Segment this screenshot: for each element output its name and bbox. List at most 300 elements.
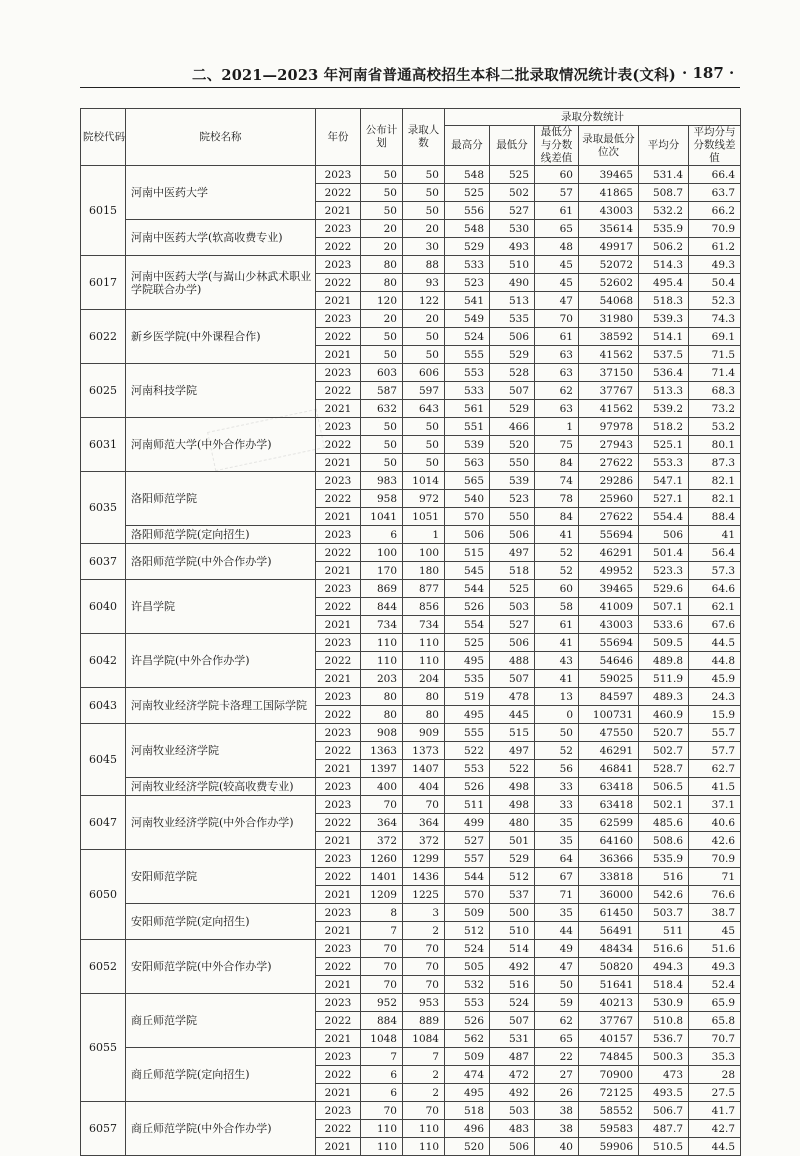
avg-diff-cell: 74.3 [689,310,741,328]
avg-diff-cell: 70.9 [689,220,741,238]
max-score-cell: 495 [445,706,490,724]
avg-score-cell: 502.7 [639,742,689,760]
min-score-cell: 501 [490,832,535,850]
avg-score-cell: 514.3 [639,256,689,274]
rank-cell: 54068 [579,292,639,310]
rank-cell: 41562 [579,346,639,364]
min-diff-cell: 41 [535,670,579,688]
program-name: 洛阳师范学院(中外合作办学) [126,544,316,580]
table-body [81,166,741,1156]
institution-code: 6050 [81,850,126,940]
max-score-cell: 533 [445,256,490,274]
plan-cell: 80 [361,256,403,274]
max-score-cell: 526 [445,778,490,796]
rank-cell: 35614 [579,220,639,238]
plan-cell: 1041 [361,508,403,526]
rank-cell: 97978 [579,418,639,436]
min-diff-cell: 22 [535,1048,579,1066]
program-name: 安阳师范学院(定向招生) [126,904,316,940]
year-cell: 2022 [316,184,361,202]
avg-score-cell: 539.2 [639,400,689,418]
avg-score-cell: 535.9 [639,220,689,238]
avg-score-cell: 531.4 [639,166,689,184]
table-row [81,472,741,490]
plan-cell: 869 [361,580,403,598]
admitted-cell: 1 [403,526,445,544]
avg-diff-cell: 41.7 [689,1102,741,1120]
year-cell: 2022 [316,328,361,346]
min-score-cell: 502 [490,184,535,202]
max-score-cell: 570 [445,508,490,526]
min-score-cell: 527 [490,202,535,220]
admitted-cell: 1436 [403,868,445,886]
admitted-cell: 70 [403,976,445,994]
min-diff-cell: 1 [535,418,579,436]
min-score-cell: 530 [490,220,535,238]
plan-cell: 100 [361,544,403,562]
plan-cell: 80 [361,274,403,292]
year-cell: 2021 [316,454,361,472]
min-diff-cell: 47 [535,958,579,976]
rank-cell: 38592 [579,328,639,346]
admitted-cell: 404 [403,778,445,796]
max-score-cell: 527 [445,832,490,850]
admitted-cell: 80 [403,688,445,706]
rank-cell: 58552 [579,1102,639,1120]
min-score-cell: 513 [490,292,535,310]
min-score-cell: 507 [490,382,535,400]
avg-diff-cell: 15.9 [689,706,741,724]
col-rank: 录取最低分位次 [579,126,639,166]
rank-cell: 61450 [579,904,639,922]
avg-score-cell: 460.9 [639,706,689,724]
year-cell: 2021 [316,292,361,310]
min-score-cell: 529 [490,400,535,418]
avg-diff-cell: 65.9 [689,994,741,1012]
table-row [81,688,741,706]
year-cell: 2021 [316,508,361,526]
max-score-cell: 525 [445,634,490,652]
avg-score-cell: 493.5 [639,1084,689,1102]
year-cell: 2022 [316,490,361,508]
program-name: 商丘师范学院(定向招生) [126,1048,316,1102]
table-row [81,418,741,436]
program-name: 河南牧业经济学院 [126,724,316,778]
avg-score-cell: 536.4 [639,364,689,382]
avg-diff-cell: 73.2 [689,400,741,418]
rank-cell: 46291 [579,742,639,760]
year-cell: 2021 [316,616,361,634]
institution-code: 6031 [81,418,126,472]
plan-cell: 400 [361,778,403,796]
max-score-cell: 540 [445,490,490,508]
institution-code: 6055 [81,994,126,1102]
avg-diff-cell: 44.5 [689,634,741,652]
institution-code: 6017 [81,256,126,310]
avg-score-cell: 516.6 [639,940,689,958]
rank-cell: 52072 [579,256,639,274]
rank-cell: 36000 [579,886,639,904]
year-cell: 2021 [316,1084,361,1102]
max-score-cell: 512 [445,922,490,940]
avg-score-cell: 511 [639,922,689,940]
avg-score-cell: 536.7 [639,1030,689,1048]
min-diff-cell: 57 [535,184,579,202]
max-score-cell: 524 [445,940,490,958]
year-cell: 2023 [316,724,361,742]
year-cell: 2021 [316,562,361,580]
min-score-cell: 510 [490,256,535,274]
avg-score-cell: 514.1 [639,328,689,346]
avg-diff-cell: 37.1 [689,796,741,814]
program-name: 新乡医学院(中外课程合作) [126,310,316,364]
min-score-cell: 531 [490,1030,535,1048]
max-score-cell: 529 [445,238,490,256]
admitted-cell: 50 [403,454,445,472]
min-diff-cell: 44 [535,922,579,940]
table-row [81,724,741,742]
avg-score-cell: 502.1 [639,796,689,814]
year-cell: 2023 [316,940,361,958]
min-diff-cell: 78 [535,490,579,508]
year-cell: 2022 [316,868,361,886]
rank-cell: 49917 [579,238,639,256]
plan-cell: 50 [361,166,403,184]
min-score-cell: 518 [490,562,535,580]
program-name: 洛阳师范学院 [126,472,316,526]
plan-cell: 7 [361,922,403,940]
admitted-cell: 606 [403,364,445,382]
plan-cell: 50 [361,454,403,472]
admitted-cell: 364 [403,814,445,832]
rank-cell: 55694 [579,526,639,544]
year-cell: 2023 [316,166,361,184]
admitted-cell: 70 [403,958,445,976]
admitted-cell: 50 [403,184,445,202]
min-diff-cell: 84 [535,454,579,472]
min-diff-cell: 52 [535,562,579,580]
max-score-cell: 535 [445,670,490,688]
plan-cell: 983 [361,472,403,490]
year-cell: 2023 [316,904,361,922]
plan-cell: 364 [361,814,403,832]
year-cell: 2022 [316,652,361,670]
max-score-cell: 495 [445,652,490,670]
avg-diff-cell: 42.6 [689,832,741,850]
institution-code: 6015 [81,166,126,256]
plan-cell: 20 [361,220,403,238]
plan-cell: 50 [361,436,403,454]
max-score-cell: 554 [445,616,490,634]
min-score-cell: 487 [490,1048,535,1066]
avg-diff-cell: 61.2 [689,238,741,256]
plan-cell: 1260 [361,850,403,868]
admitted-cell: 70 [403,940,445,958]
min-score-cell: 550 [490,508,535,526]
program-name: 安阳师范学院 [126,850,316,904]
min-score-cell: 497 [490,544,535,562]
avg-score-cell: 501.4 [639,544,689,562]
program-name: 许昌学院(中外合作办学) [126,634,316,688]
avg-diff-cell: 40.6 [689,814,741,832]
max-score-cell: 563 [445,454,490,472]
plan-cell: 1048 [361,1030,403,1048]
table-row [81,580,741,598]
avg-score-cell: 523.3 [639,562,689,580]
year-cell: 2022 [316,598,361,616]
avg-diff-cell: 57.7 [689,742,741,760]
rank-cell: 62599 [579,814,639,832]
min-score-cell: 529 [490,346,535,364]
avg-diff-cell: 24.3 [689,688,741,706]
admitted-cell: 2 [403,1066,445,1084]
program-name: 河南牧业经济学院卡洛理工国际学院 [126,688,316,724]
max-score-cell: 474 [445,1066,490,1084]
admitted-cell: 1084 [403,1030,445,1048]
avg-diff-cell: 44.8 [689,652,741,670]
max-score-cell: 518 [445,1102,490,1120]
rank-cell: 27622 [579,508,639,526]
max-score-cell: 519 [445,688,490,706]
avg-score-cell: 513.3 [639,382,689,400]
max-score-cell: 533 [445,382,490,400]
institution-code: 6025 [81,364,126,418]
min-diff-cell: 75 [535,436,579,454]
admitted-cell: 180 [403,562,445,580]
year-cell: 2022 [316,1012,361,1030]
rank-cell: 25960 [579,490,639,508]
avg-diff-cell: 62.1 [689,598,741,616]
plan-cell: 50 [361,418,403,436]
rank-cell: 56491 [579,922,639,940]
avg-diff-cell: 66.2 [689,202,741,220]
institution-code: 6042 [81,634,126,688]
admitted-cell: 1225 [403,886,445,904]
min-diff-cell: 50 [535,724,579,742]
table-row [81,796,741,814]
year-cell: 2021 [316,832,361,850]
max-score-cell: 556 [445,202,490,220]
avg-diff-cell: 28 [689,1066,741,1084]
avg-diff-cell: 49.3 [689,958,741,976]
rank-cell: 51641 [579,976,639,994]
program-name: 安阳师范学院(中外合作办学) [126,940,316,994]
min-diff-cell: 27 [535,1066,579,1084]
year-cell: 2021 [316,886,361,904]
avg-diff-cell: 27.5 [689,1084,741,1102]
min-score-cell: 528 [490,364,535,382]
min-score-cell: 506 [490,526,535,544]
year-cell: 2022 [316,1120,361,1138]
min-diff-cell: 61 [535,202,579,220]
year-cell: 2023 [316,850,361,868]
avg-diff-cell: 35.3 [689,1048,741,1066]
program-name: 河南牧业经济学院(中外合作办学) [126,796,316,850]
min-diff-cell: 62 [535,382,579,400]
min-diff-cell: 63 [535,400,579,418]
plan-cell: 203 [361,670,403,688]
min-score-cell: 488 [490,652,535,670]
avg-score-cell: 489.8 [639,652,689,670]
program-name: 河南中医药大学(与嵩山少林武术职业学院联合办学) [126,256,316,310]
avg-diff-cell: 82.1 [689,490,741,508]
avg-score-cell: 489.3 [639,688,689,706]
table-row [81,994,741,1012]
year-cell: 2023 [316,688,361,706]
admitted-cell: 953 [403,994,445,1012]
max-score-cell: 553 [445,364,490,382]
avg-diff-cell: 87.3 [689,454,741,472]
avg-score-cell: 539.3 [639,310,689,328]
avg-diff-cell: 67.6 [689,616,741,634]
max-score-cell: 505 [445,958,490,976]
min-score-cell: 478 [490,688,535,706]
avg-diff-cell: 71.4 [689,364,741,382]
plan-cell: 50 [361,202,403,220]
col-plan: 公布计划 [361,109,403,166]
min-score-cell: 522 [490,760,535,778]
rank-cell: 52602 [579,274,639,292]
max-score-cell: 506 [445,526,490,544]
min-diff-cell: 61 [535,616,579,634]
admitted-cell: 877 [403,580,445,598]
plan-cell: 734 [361,616,403,634]
plan-cell: 1209 [361,886,403,904]
avg-diff-cell: 71 [689,868,741,886]
rank-cell: 33818 [579,868,639,886]
avg-diff-cell: 68.3 [689,382,741,400]
avg-diff-cell: 63.7 [689,184,741,202]
rank-cell: 43003 [579,202,639,220]
avg-score-cell: 506.2 [639,238,689,256]
min-diff-cell: 49 [535,940,579,958]
col-avg: 平均分 [639,126,689,166]
max-score-cell: 523 [445,274,490,292]
plan-cell: 50 [361,184,403,202]
min-score-cell: 527 [490,616,535,634]
year-cell: 2022 [316,742,361,760]
min-score-cell: 483 [490,1120,535,1138]
year-cell: 2022 [316,1066,361,1084]
year-cell: 2022 [316,382,361,400]
admitted-cell: 110 [403,634,445,652]
header-rule [80,87,740,88]
rank-cell: 37767 [579,382,639,400]
rank-cell: 63418 [579,796,639,814]
avg-score-cell: 508.7 [639,184,689,202]
year-cell: 2021 [316,346,361,364]
max-score-cell: 520 [445,1138,490,1156]
avg-score-cell: 542.6 [639,886,689,904]
min-diff-cell: 62 [535,1012,579,1030]
admitted-cell: 3 [403,904,445,922]
admitted-cell: 30 [403,238,445,256]
avg-score-cell: 507.1 [639,598,689,616]
avg-score-cell: 485.6 [639,814,689,832]
program-name: 河南师范大学(中外合作办学) [126,418,316,472]
year-cell: 2023 [316,634,361,652]
year-cell: 2023 [316,472,361,490]
avg-diff-cell: 57.3 [689,562,741,580]
max-score-cell: 541 [445,292,490,310]
plan-cell: 70 [361,796,403,814]
plan-cell: 120 [361,292,403,310]
rank-cell: 49952 [579,562,639,580]
year-cell: 2023 [316,364,361,382]
min-score-cell: 507 [490,670,535,688]
plan-cell: 70 [361,976,403,994]
plan-cell: 372 [361,832,403,850]
min-score-cell: 472 [490,1066,535,1084]
min-diff-cell: 64 [535,850,579,868]
year-cell: 2023 [316,1102,361,1120]
year-cell: 2023 [316,796,361,814]
plan-cell: 958 [361,490,403,508]
program-name: 洛阳师范学院(定向招生) [126,526,316,544]
admitted-cell: 110 [403,1138,445,1156]
min-diff-cell: 33 [535,778,579,796]
min-diff-cell: 70 [535,310,579,328]
min-score-cell: 512 [490,868,535,886]
col-admitted: 录取人数 [403,109,445,166]
program-name: 河南中医药大学 [126,166,316,220]
min-score-cell: 510 [490,922,535,940]
year-cell: 2022 [316,706,361,724]
plan-cell: 80 [361,688,403,706]
rank-cell: 100731 [579,706,639,724]
max-score-cell: 499 [445,814,490,832]
year-cell: 2021 [316,670,361,688]
col-avg-diff: 平均分与分数线差值 [689,126,741,166]
avg-diff-cell: 88.4 [689,508,741,526]
plan-cell: 908 [361,724,403,742]
admitted-cell: 100 [403,544,445,562]
min-diff-cell: 45 [535,274,579,292]
max-score-cell: 570 [445,886,490,904]
max-score-cell: 495 [445,1084,490,1102]
max-score-cell: 511 [445,796,490,814]
min-diff-cell: 35 [535,832,579,850]
institution-code: 6043 [81,688,126,724]
rank-cell: 63418 [579,778,639,796]
admitted-cell: 50 [403,328,445,346]
year-cell: 2021 [316,202,361,220]
admitted-cell: 70 [403,796,445,814]
min-diff-cell: 40 [535,1138,579,1156]
admitted-cell: 50 [403,166,445,184]
avg-score-cell: 529.6 [639,580,689,598]
plan-cell: 20 [361,238,403,256]
avg-diff-cell: 45 [689,922,741,940]
avg-score-cell: 528.7 [639,760,689,778]
avg-diff-cell: 66.4 [689,166,741,184]
page-number: · 187 · [682,64,735,82]
min-diff-cell: 33 [535,796,579,814]
admitted-cell: 80 [403,706,445,724]
min-diff-cell: 35 [535,904,579,922]
plan-cell: 70 [361,1102,403,1120]
table-row [81,166,741,184]
admitted-cell: 1373 [403,742,445,760]
plan-cell: 110 [361,634,403,652]
plan-cell: 20 [361,310,403,328]
admitted-cell: 70 [403,1102,445,1120]
rank-cell: 27622 [579,454,639,472]
admitted-cell: 643 [403,400,445,418]
plan-cell: 844 [361,598,403,616]
admitted-cell: 856 [403,598,445,616]
rank-cell: 84597 [579,688,639,706]
